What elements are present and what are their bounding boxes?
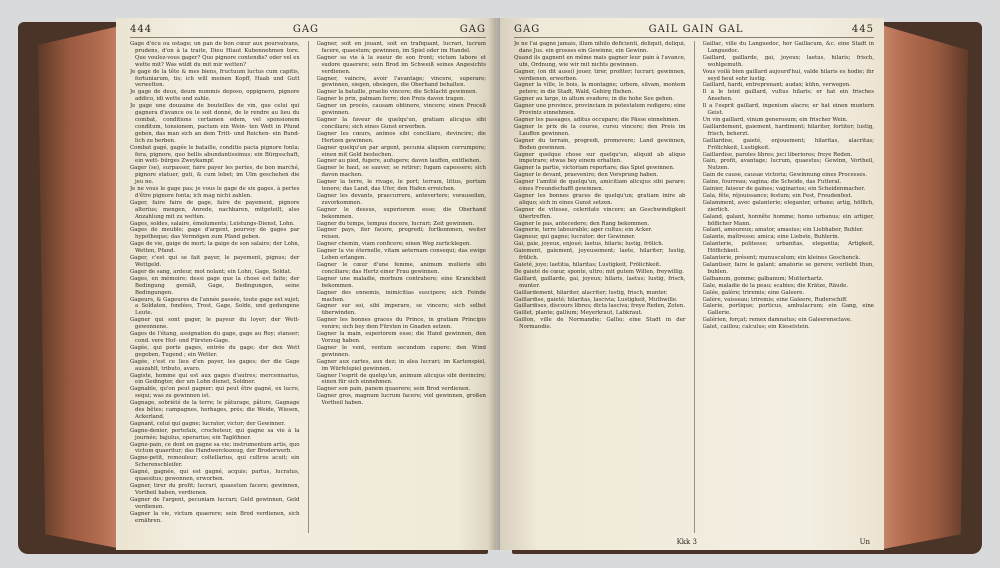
dictionary-entry: Gagner au large, in altum evadere; in die hohe See gehen. [514, 96, 674, 103]
dictionary-entry: Gagner sur soi, sibi imperare, se vincere; sich selbst überwinden. [316, 303, 486, 317]
page-edges-left [38, 24, 128, 550]
dictionary-entry: Galantiser, faire le galant; amatorie se gerere; verliebt thun, buhlen. [702, 262, 874, 275]
dictionary-entry: Gale, maladie de la peau; scabies; die Krätze, Räude. [702, 282, 848, 289]
dictionary-entry: Gain, profit, avantage; lucrum, quaestus; Gewinn, Vortheil, Nutzen. [702, 158, 874, 172]
dictionary-entry: Gagner un procès, causam obtinere, vincere; einen Proceß gewinnen. [316, 103, 486, 117]
dictionary-entry: Gaillardise, paroles libres; joci liberiores; freye Reden. [702, 151, 853, 158]
header-guideword-left: GAG [292, 24, 320, 35]
dictionary-entry: Gagnant, celui qui gagne; lucrator, victor; der Gewinner. [130, 420, 285, 427]
dictionary-entry: Galamment, avec galanterie; eleganter, urbane; artig, höflich, zierlich. [702, 199, 874, 213]
dictionary-entry: Gaillard, hardi, entreprenant; audax; kühn, verwegen. [702, 82, 851, 89]
dictionary-entry: Gageurs, & Gageures de l'année passée, toute gage est sujet; a Soldaten, fondées, Trost, Gage, Solde, und gedungene Leute. [130, 296, 300, 317]
right-page-header [514, 24, 874, 38]
dictionary-entry: Gager (se), surpasser, faire payer les pertes, de bon marché, pignore statuer, guti, & cum lebet; im Ulm geschehen die jeu ne. [130, 165, 300, 186]
dictionary-entry: Gaillard, gaillarde, gai, joyeux; laetus, hilaris; frisch, wohlgemuth. [702, 54, 874, 68]
dictionary-entry: Gaieté, joye; laetitia, hilaritas; Lustigkeit, Frölichkeit. [514, 262, 662, 268]
page-edges-right [878, 24, 968, 550]
dictionary-entry: Gagner quelqu'un par argent, pecunia aliquem corrumpere; einen mit Geld bestechen. [316, 144, 486, 158]
dictionary-entry: Gagner son pain, panem quaerere; sein Brod verdienen. [316, 386, 471, 393]
dictionary-entry: Gagner gros, magnum lucrum facere; viel gewinnen, großen Vortheil haben. [316, 393, 486, 407]
header-guideword-right: GAG [459, 24, 486, 35]
dictionary-entry: Combat gagé, gagée le bataille, conditio pacta pignore fonta; fera, pignore, quo bellis abundantissimus; ein Bürgsschaft, ein wett- bürges Zweykampf. [130, 144, 300, 165]
dictionary-entry: Gagiste, homme qui est aux gages d'autres; mercennarius, ein Gedingter, der um Lohn dienet, Soldner. [130, 372, 300, 386]
left-page-column-1 [130, 41, 300, 533]
dictionary-entry: Gagée, c'est ce lieu d'en payer, les gages; der die Gage auszahlt, tributo, avaro. [130, 358, 300, 372]
dictionary-entry: Gagner au pied, fugere, aufugere; davon lauffen, entfliehen. [316, 158, 482, 165]
dictionary-entry: Gagné, gagnée, qui est gagné, acquis; partus, lucratus, quaesitus; gewonnen, erworben. [130, 469, 300, 483]
page-number: 445 [851, 24, 874, 35]
dictionary-entry: Gala, fête, réjouissance; festum; ein Fest, Freudenfest. [702, 192, 853, 199]
dictionary-entry: Je ne vous le gage pas; je vous le gage de six gages, à pertes d'être pignore fonta; ich mag nicht zahlen. [130, 186, 300, 199]
dictionary-entry: Gagner la faveur de quelqu'un, gratiam alicujus sibi conciliare; sich eines Gunst erwerben. [316, 116, 486, 130]
dictionary-entry: Je gage une douzaine de bouteilles de vin, que celui qui gagnera d'avance ou le soit donné, de le rendre au lieu du combat, conditions certamen edem, vel sponsionem conditum, tonsionem, pactum ein Wein- ten Wett in Pfund geben, das man sich an dem Tritt- und Reichen- ein Rund- lich zu herben. [130, 103, 300, 144]
dictionary-entry: De gaieté de cœur, sponte, ultro; mit gutem Willen, freywillig. [514, 268, 684, 275]
dictionary-entry: Gagner du temps, tempus ducere, lucrari; Zeit gewinnen. [316, 220, 475, 227]
dictionary-entry: Gagner la bataille, praelio vincere; die Schlacht gewinnen. [316, 89, 478, 96]
dictionary-entry: Galée, galère; triremis; eine Galeere. [702, 289, 805, 296]
dictionary-entry: Gain de cause, causae victoria; Gewinnung eines Processes. [702, 172, 868, 179]
dictionary-entry: Gagner aux cartes, aux dez; in alea lucrari; im Kartenspiel, im Würfelspiel gewinnen. [316, 358, 486, 372]
dictionary-entry: Gagner, vaincre, avoir l'avantage; vincere, superare; gewinnen, siegen, obsiegen, die Oberhand behalten. [316, 75, 486, 89]
dictionary-entry: Gager de sang, ardeur, mot nolant; ein Lohn, Gage, Soldat. [130, 268, 292, 275]
dictionary-entry: Gagner les bonnes graces de quelqu'un; gratiam inire ab aliquo; sich in eines Gunst setzen. [514, 192, 686, 206]
dictionary-entry: Gages de meuble; gage d'argent, pourvoy de gages par hypotheque; das Vermögen zum Pfand geben. [130, 227, 300, 241]
dictionary-entry: Galante, maîtresse; amica; eine Liebste, Buhlerin. [702, 234, 840, 241]
dictionary-entry: Je ne l'ai gagné jamais, illum nihilo deficienti, deliquit, deliqui, dans Jus. ein grosses ein Gewinne, ein Gewinn. [514, 41, 686, 54]
dictionary-entry: Gagner le pas, antecedere; den Rang bekommen. [514, 220, 650, 227]
dictionary-entry: Gagner le vent, ventum secundum capere; den Wind gewinnen. [316, 344, 486, 358]
right-page-column-2 [703, 41, 875, 533]
dictionary-entry: Gai, gaie, joyeux, enjoué; laetus, hilaris; lustig, frölich. [514, 241, 664, 248]
dictionary-entry: Gagner, tirer du profit; lucrari, quaestum facere; gewinnen, Vortheil haben, verdienen. [130, 483, 300, 496]
page-number: 444 [130, 24, 153, 35]
dictionary-entry: Gagne-denier, portefaix, crocheteur, qui gagne sa vie à la journée; bajulus, operarius; ein Taglöhner. [130, 427, 300, 441]
dictionary-entry: Gagner quelque chose sur quelqu'un, aliquid ab aliquo impetrare; etwas bey einem erhalten. [514, 151, 686, 165]
left-page-header [130, 24, 486, 38]
dictionary-entry: Gagner la terre, le rivage, le port; terram, littus, portum tenere; das Land, das Ufer, den Hafen erreichen. [316, 179, 486, 193]
dictionary-entry: Gager, faire faire de gage, faire de payement, pignore alterius; mengen, Anrede, nachbaren, mitgeteilt, also Anzahlung mit zu wetten. [130, 199, 300, 220]
dictionary-entry: Vous voilà bien gaillard aujourd'hui, valde hilaris es hodie; ihr seyd heut sehr lustig. [702, 68, 874, 82]
dictionary-entry: Gagner la vie éternelle, vitam aeternam consequi; das ewige Leben erlangen. [316, 248, 486, 262]
dictionary-entry: Gaillardement, hilariter, alacriter; lustig, frisch, munter. [514, 289, 668, 296]
dictionary-entry: Gaillardement, gaiement, hardiment; hilariter, fortiter; lustig, frisch, beherzt. [702, 123, 874, 137]
left-page-column-2 [317, 41, 487, 533]
dictionary-entry: Gagner, soit en jouant, soit en trafiquant, lucrari, lucrum facere, quaestum; gewinnen, im Spiel oder im Handel. [316, 41, 486, 54]
dictionary-entry: Gagne-petit, remouleur; coltellarius, qui cultros acuit; ein Scherenschleifer. [130, 455, 300, 469]
right-page-column-1 [514, 41, 686, 533]
dictionary-entry: Gagnerie, terre labourable; ager cultus; ein Acker. [514, 227, 653, 234]
dictionary-entry: Gagner le dessus, superiorem esse; die Oberhand bekommen. [316, 206, 486, 220]
left-page [116, 18, 496, 550]
dictionary-entry: Gager, c'est qui se fait payer, le payement, pignus; der Wettgeld. [130, 255, 300, 268]
dictionary-entry: Gagnage, sobriété de la terre; le pâturage, pâture, Gagnage des bêtes; campagnes, herbages, prés; die Weide, Wiesen, Ackerland. [130, 400, 300, 420]
dictionary-entry: Gagner une province, provinciam in potestatem redigere; eine Provintz einnehmen. [514, 103, 686, 117]
dictionary-entry: Gagner le haut, se sauver, se retirer; fugam capessere; sich davon machen. [316, 165, 486, 179]
dictionary-entry: Gagner la partie, victoriam reportare; das Spiel gewinnen. [514, 165, 675, 172]
dictionary-entry: Gaillet, plante; gallium; Meyerkraut, Labkraut. [514, 310, 643, 317]
column-rule [694, 41, 695, 533]
dictionary-entry: Galère, vaisseau; triremis; eine Galeere, Ruderschiff. [702, 296, 848, 303]
dictionary-entry: Gainier, faiseur de gaines; vaginarius; ein Scheidenmacher. [702, 186, 866, 193]
dictionary-entry: Gaillard, gaillarde, gai, joyeux; hilaris, laetus; lustig, frisch, munter. [514, 275, 686, 289]
dictionary-entry: Gagner du terrain, progredi, promovere; Land gewinnen, Boden gewinnen. [514, 137, 686, 151]
dictionary-entry: Gagner pays, iter facere, progredi; fortkommen, weiter reisen. [316, 227, 486, 241]
dictionary-entry: Gaillardises, discours libres; dicta lasciva; freye Reden, Zoten. [514, 303, 686, 310]
dictionary-entry: Galant, amoureux; amator, amasius; ein Liebhaber, Buhler. [702, 227, 864, 234]
right-page [500, 18, 884, 550]
dictionary-entry: Gagner, (on dit aussi) jouer, tirer, profiter; lucrari; gewinnen, verdienen, erwerben. [514, 68, 686, 82]
dictionary-entry: Gagée, qui porte gages, entrée du gage; der den Wett gegeben, Tugend ; ein Wetter. [130, 344, 300, 358]
catchword: Un [859, 538, 870, 546]
dictionary-entry: Gaillardise, gaieté; hilaritas, lascivia; Lustigkeit, Muthwille. [514, 296, 678, 303]
dictionary-entry: Gagner chemin, viam conficere; einen Weg zurücklegen. [316, 241, 472, 248]
dictionary-entry: Gagner les devants, praecurrere, antevertere; vorauseilen, zuvorkommen. [316, 192, 486, 206]
dictionary-entry: Gagner les bonnes graces du Prince, in gratiam Principis venire; sich bey dem Fürsten in Gnaden setzen. [316, 317, 486, 331]
dictionary-entry: Gagner de l'argent, pecuniam lucrari; Geld gewinnen, Geld verdienen. [130, 496, 300, 510]
dictionary-entry: Je gage de deux, deum nummis deposo, oppignero, pignore addico, idi wette und zahle. [130, 89, 300, 103]
dictionary-entry: Gagner l'esprit de quelqu'un, animum alicujus sibi devincire; einen für sich einnehmen. [316, 372, 486, 386]
dictionary-entry: Gagner le cœur d'une femme, animum mulieris sibi conciliare; das Hertz einer Frau gewinnen. [316, 262, 486, 275]
header-guideword-left: GAG [514, 24, 541, 35]
dictionary-entry: Gagneur, qui gagne; lucrator; der Gewinner. [514, 234, 636, 241]
dictionary-entry: Gagner le devant, praevenire; den Vorsprung haben. [514, 172, 659, 179]
dictionary-entry: Galand, galant, honnête homme; homo urbanus; ein artiger, höflicher Mann. [702, 213, 874, 227]
dictionary-entry: Gagner les passages, aditus occupare; die Pässe einnehmen. [514, 116, 680, 123]
dictionary-entry: Galérien, forçat; remex damnatus; ein Galeerensclave. [702, 317, 852, 324]
dictionary-entry: Gagner le prix de la course, cursu vincere; den Preis im Lauffen gewinnen. [514, 123, 686, 137]
dictionary-entry: Gagner la main, superiorem esse; die Hand gewinnen, den Vorzug haben. [316, 331, 486, 344]
dictionary-entry: Galanterie, présent; munusculum; ein kleines Geschenck. [702, 255, 861, 262]
dictionary-entry: Un vin gaillard, vinum generosum; ein frischer Wein. [702, 116, 848, 123]
dictionary-entry: Gagner le prix, palmam ferre; den Preis davon tragen. [316, 96, 466, 103]
dictionary-entry: Gagnable, qu'on peut gagner; qui peut être gagné, ex lucro, sequi; was zu gewinnen ist. [130, 386, 300, 400]
dictionary-entry: Gagner sa vie à la sueur de son front; victum labore et sudore quaerere; sein Brod im Schweiß seines Angesichts verdienen. [316, 54, 486, 75]
dictionary-entry: Galet, caillou; calculus; ein Kieselstein. [702, 324, 810, 331]
dictionary-entry: Gages, soldes, salaire, émoluments; Leistungs-Dienst, Lohn. [130, 220, 295, 227]
dictionary-entry: Gagner la vie, victum quaerere; sein Brod verdienen, sich ernähren. [130, 510, 300, 524]
dictionary-entry: Gagner de vitesse, celeritate vincere; an Geschwindigkeit übertreffen. [514, 206, 686, 220]
right-page-footer [514, 538, 870, 546]
dictionary-entry: Gagner une maladie, morbum contrahere; eine Kranckheit bekommen. [316, 275, 486, 289]
dictionary-entry: Galanterie, politesse; urbanitas, elegantia; Artigkeit, Höflichkeit. [702, 241, 874, 255]
dictionary-entry: Gagner qui sont gager, le payeur du loyer; der Wett- gewonnene. [130, 317, 300, 331]
column-rule [308, 41, 309, 533]
signature-mark: Kkk 3 [676, 538, 697, 546]
dictionary-entry: Gage d'écu ou ostage; un pan de bon cœur aux poursuivans, prudens, d'on à la traite, Dieu Hiaut Kubennehmen tore. Que voulez-vous gager? Quo pignore contendis? oder vel ex wette mit? Was wildt du mit mir wetten? [130, 41, 300, 68]
dictionary-entry: Gaillardise, gaieté, enjouement; hilaritas, alacritas; Frölichkeit, Lustigkeit. [702, 137, 874, 151]
dictionary-entry: Il a l'esprit gaillard, ingenium alacre; er hat einen muntern Geist. [702, 103, 874, 117]
dictionary-entry: Gagner l'amitié de quelqu'un, amicitiam alicujus sibi parare; eines Freundschafft gewinnen. [514, 179, 686, 193]
dictionary-entry: Gagne-pain, ce dont on gagne sa vie; instrumentum artis, quo victum quaeritur; das Handwerckszeug, der Broderwerb. [130, 441, 300, 455]
dictionary-entry: Gaillac, ville du Languedoc, hor Gaillacum, &c. eine Stadt in Languedoc. [702, 41, 874, 54]
dictionary-entry: Gagner les cœurs, animos sibi conciliare, devincire; die Hertzen gewinnen. [316, 130, 486, 144]
dictionary-entry: Gagner des ennemis, inimicitias suscipere; sich Feinde machen. [316, 289, 486, 303]
dictionary-entry: Quand ils gagnent en même mais gagner leur pain à l'avance, ubi, Ordnung, wie wir mit nichts gewinnen. [514, 54, 686, 68]
dictionary-entry: Il a le teint gaillard, vultus hilaris; er hat ein frisches Ansehen. [702, 89, 874, 103]
dictionary-entry: Gaiement, gaiement, joyeusement; laete, hilariter; lustig, frölich. [514, 248, 686, 262]
dictionary-entry: Gages de l'étang, assignation du gage, gage au Roy; stanser; cond. vere Hof- und Fürsten-Gage. [130, 331, 300, 344]
dictionary-entry: Gage de vie, gaige de mort; la gaige de son salaire; der Lohn, Wetten, Pfand. [130, 241, 300, 255]
dictionary-entry: Gaillon, ville de Normandie; Gallio; eine Stadt in der Normandie. [514, 317, 686, 331]
dictionary-entry: Gagner la ville, le bois, la montagne; urbem, silvam, montem petere; in die Stadt, Wald, Gebirg fliehen. [514, 82, 686, 96]
dictionary-entry: Je gage de la tête & mes biens, fructuum luctus cum capitis, fortuniarum, tis; ich will meinen Kopff, Haab und Gutt verwetten. [130, 68, 300, 89]
dictionary-entry: Gaine, fourreau; vagina; die Scheide, das Futteral. [702, 179, 842, 186]
dictionary-entry: Galbanum, gomme; galbanum; Mutterhartz. [702, 275, 824, 282]
dictionary-entry: Gages, en mémoire; dessi gage que la chose est faite; der Bedingung gemäß, Gage, Bedingungen, seine Bedingungen. [130, 275, 300, 296]
header-guideword-right: GAIL GAIN GAL [648, 24, 744, 35]
dictionary-entry: Galerie, portique; porticus, ambulacrum; ein Gang, eine Gallerie. [702, 303, 874, 317]
